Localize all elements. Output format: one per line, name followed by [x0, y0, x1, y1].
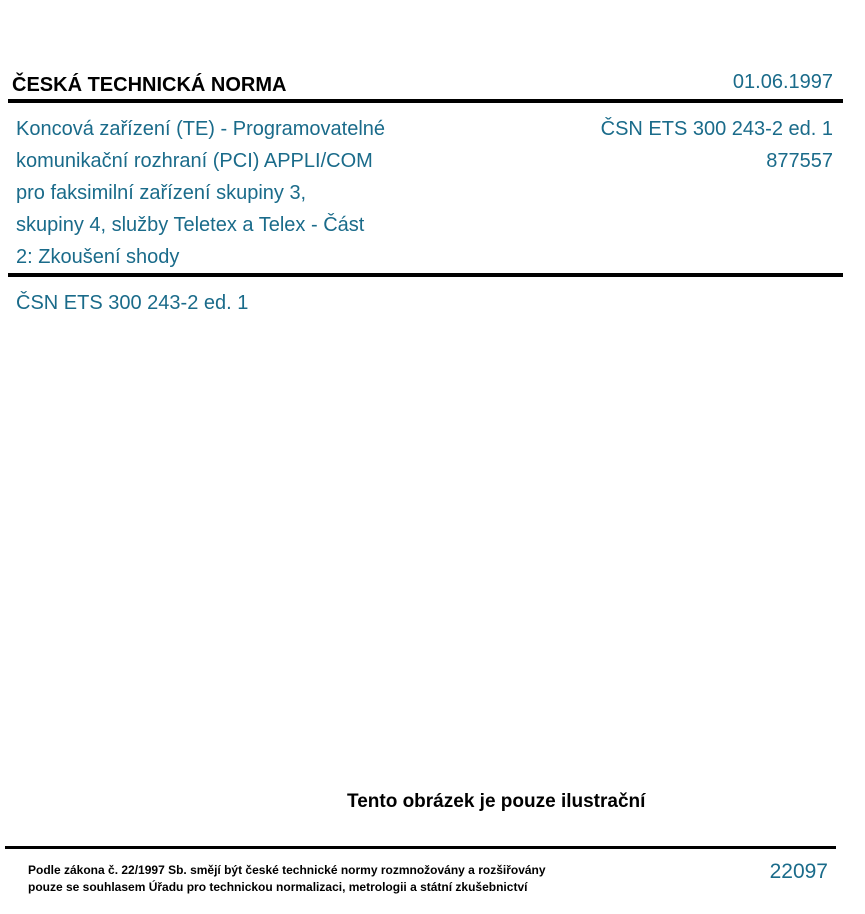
document-header-title: ČESKÁ TECHNICKÁ NORMA — [12, 74, 287, 96]
standard-title-line: pro faksimilní zařízení skupiny 3, — [16, 182, 307, 204]
standard-title-line: komunikační rozhraní (PCI) APPLI/COM — [16, 150, 373, 172]
footer-legal-line: pouze se souhlasem Úřadu pro technickou normalizaci, metrologii a státní zkušebnictví — [28, 880, 528, 894]
catalog-number: 877557 — [766, 150, 833, 172]
publication-date: 01.06.1997 — [732, 71, 833, 93]
footer-legal-notice — [28, 862, 546, 896]
title-divider — [8, 273, 843, 277]
header-divider — [8, 99, 843, 103]
standard-title — [16, 113, 436, 273]
standard-title-line: skupiny 4, služby Teletex a Telex - Část — [16, 214, 365, 236]
standard-title-line: Koncová zařízení (TE) - Programovatelné — [16, 118, 386, 140]
standard-subcode: ČSN ETS 300 243-2 ed. 1 — [16, 292, 249, 314]
illustration-note: Tento obrázek je pouze ilustrační — [347, 791, 646, 812]
standard-identifiers — [601, 113, 833, 177]
footer-legal-line: Podle zákona č. 22/1997 Sb. smějí být české technické normy rozmnožovány a rozšiřovány — [28, 863, 546, 877]
standard-title-line: 2: Zkoušení shody — [16, 246, 180, 268]
footer-code: 22097 — [769, 860, 828, 883]
standard-code: ČSN ETS 300 243-2 ed. 1 — [600, 118, 833, 140]
footer-divider — [5, 846, 836, 849]
